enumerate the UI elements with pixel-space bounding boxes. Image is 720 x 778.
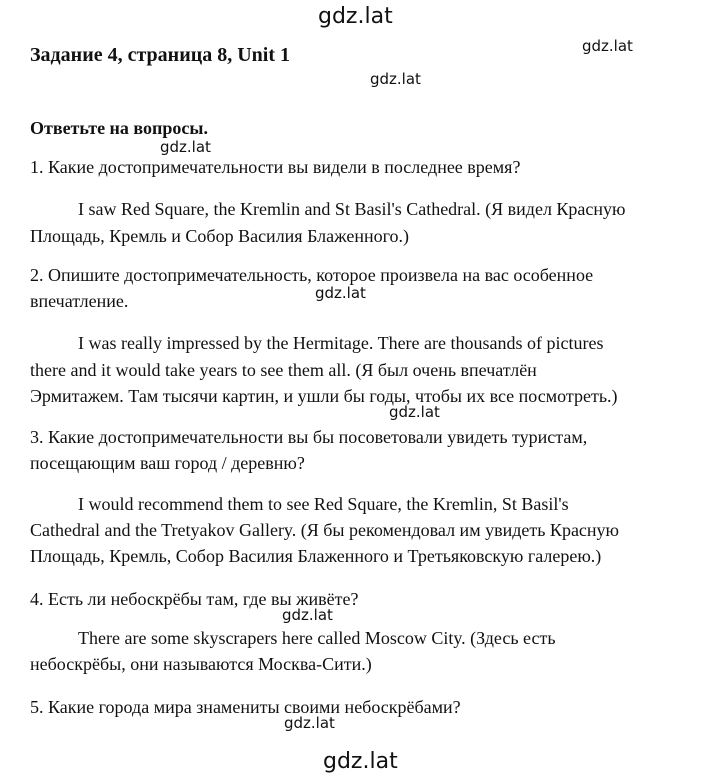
watermark: gdz.lat (282, 606, 333, 624)
question-line: 4. Есть ли небоскрёбы там, где вы живёте? (30, 589, 359, 609)
answer-line: небоскрёбы, они называются Москва-Сити.) (30, 654, 372, 674)
watermark-top: gdz.lat (318, 4, 393, 29)
watermark: gdz.lat (284, 714, 335, 732)
answer-line: Эрмитажем. Там тысячи картин, и ушли бы годы, чтобы их все посмотреть.) (30, 386, 618, 406)
watermark-bottom: gdz.lat (323, 749, 398, 774)
question-line: 3. Какие достопримечательности вы бы посоветовали увидеть туристам, (30, 427, 588, 447)
answer-line: Площадь, Кремль, Собор Василия Блаженного и Третьяковскую галерею.) (30, 546, 602, 566)
answer-line: Cathedral and the Tretyakov Gallery. (Я бы рекомендовал им увидеть Красную (30, 520, 619, 540)
watermark: gdz.lat (370, 70, 421, 88)
watermark: gdz.lat (389, 403, 440, 421)
question-line: посещающим ваш город / деревню? (30, 453, 305, 473)
answer-line: there and it would take years to see them all. (Я был очень впечатлён (30, 360, 537, 380)
question-line: 1. Какие достопримечательности вы видели в последнее время? (30, 157, 521, 177)
instruction: Ответьте на вопросы. (30, 118, 208, 138)
answer-line: There are some skyscrapers here called Moscow City. (Здесь есть (78, 628, 556, 648)
watermark: gdz.lat (160, 138, 211, 156)
question-line: 2. Опишите достопримечательность, которое произвела на вас особенное (30, 265, 594, 285)
page-title: Задание 4, страница 8, Unit 1 (30, 44, 291, 66)
answer-line: I would recommend them to see Red Square, the Kremlin, St Basil's (78, 494, 569, 514)
watermark: gdz.lat (315, 284, 366, 302)
answer-line: I was really impressed by the Hermitage. There are thousands of pictures (78, 333, 604, 353)
question-line: 5. Какие города мира знамениты своими небоскрёбами? (30, 697, 461, 717)
watermark: gdz.lat (582, 37, 633, 55)
question-line: впечатление. (30, 291, 129, 311)
answer-line: Площадь, Кремль и Собор Василия Блаженного.) (30, 226, 410, 246)
answer-line: I saw Red Square, the Kremlin and St Basil's Cathedral. (Я видел Красную (78, 199, 626, 219)
